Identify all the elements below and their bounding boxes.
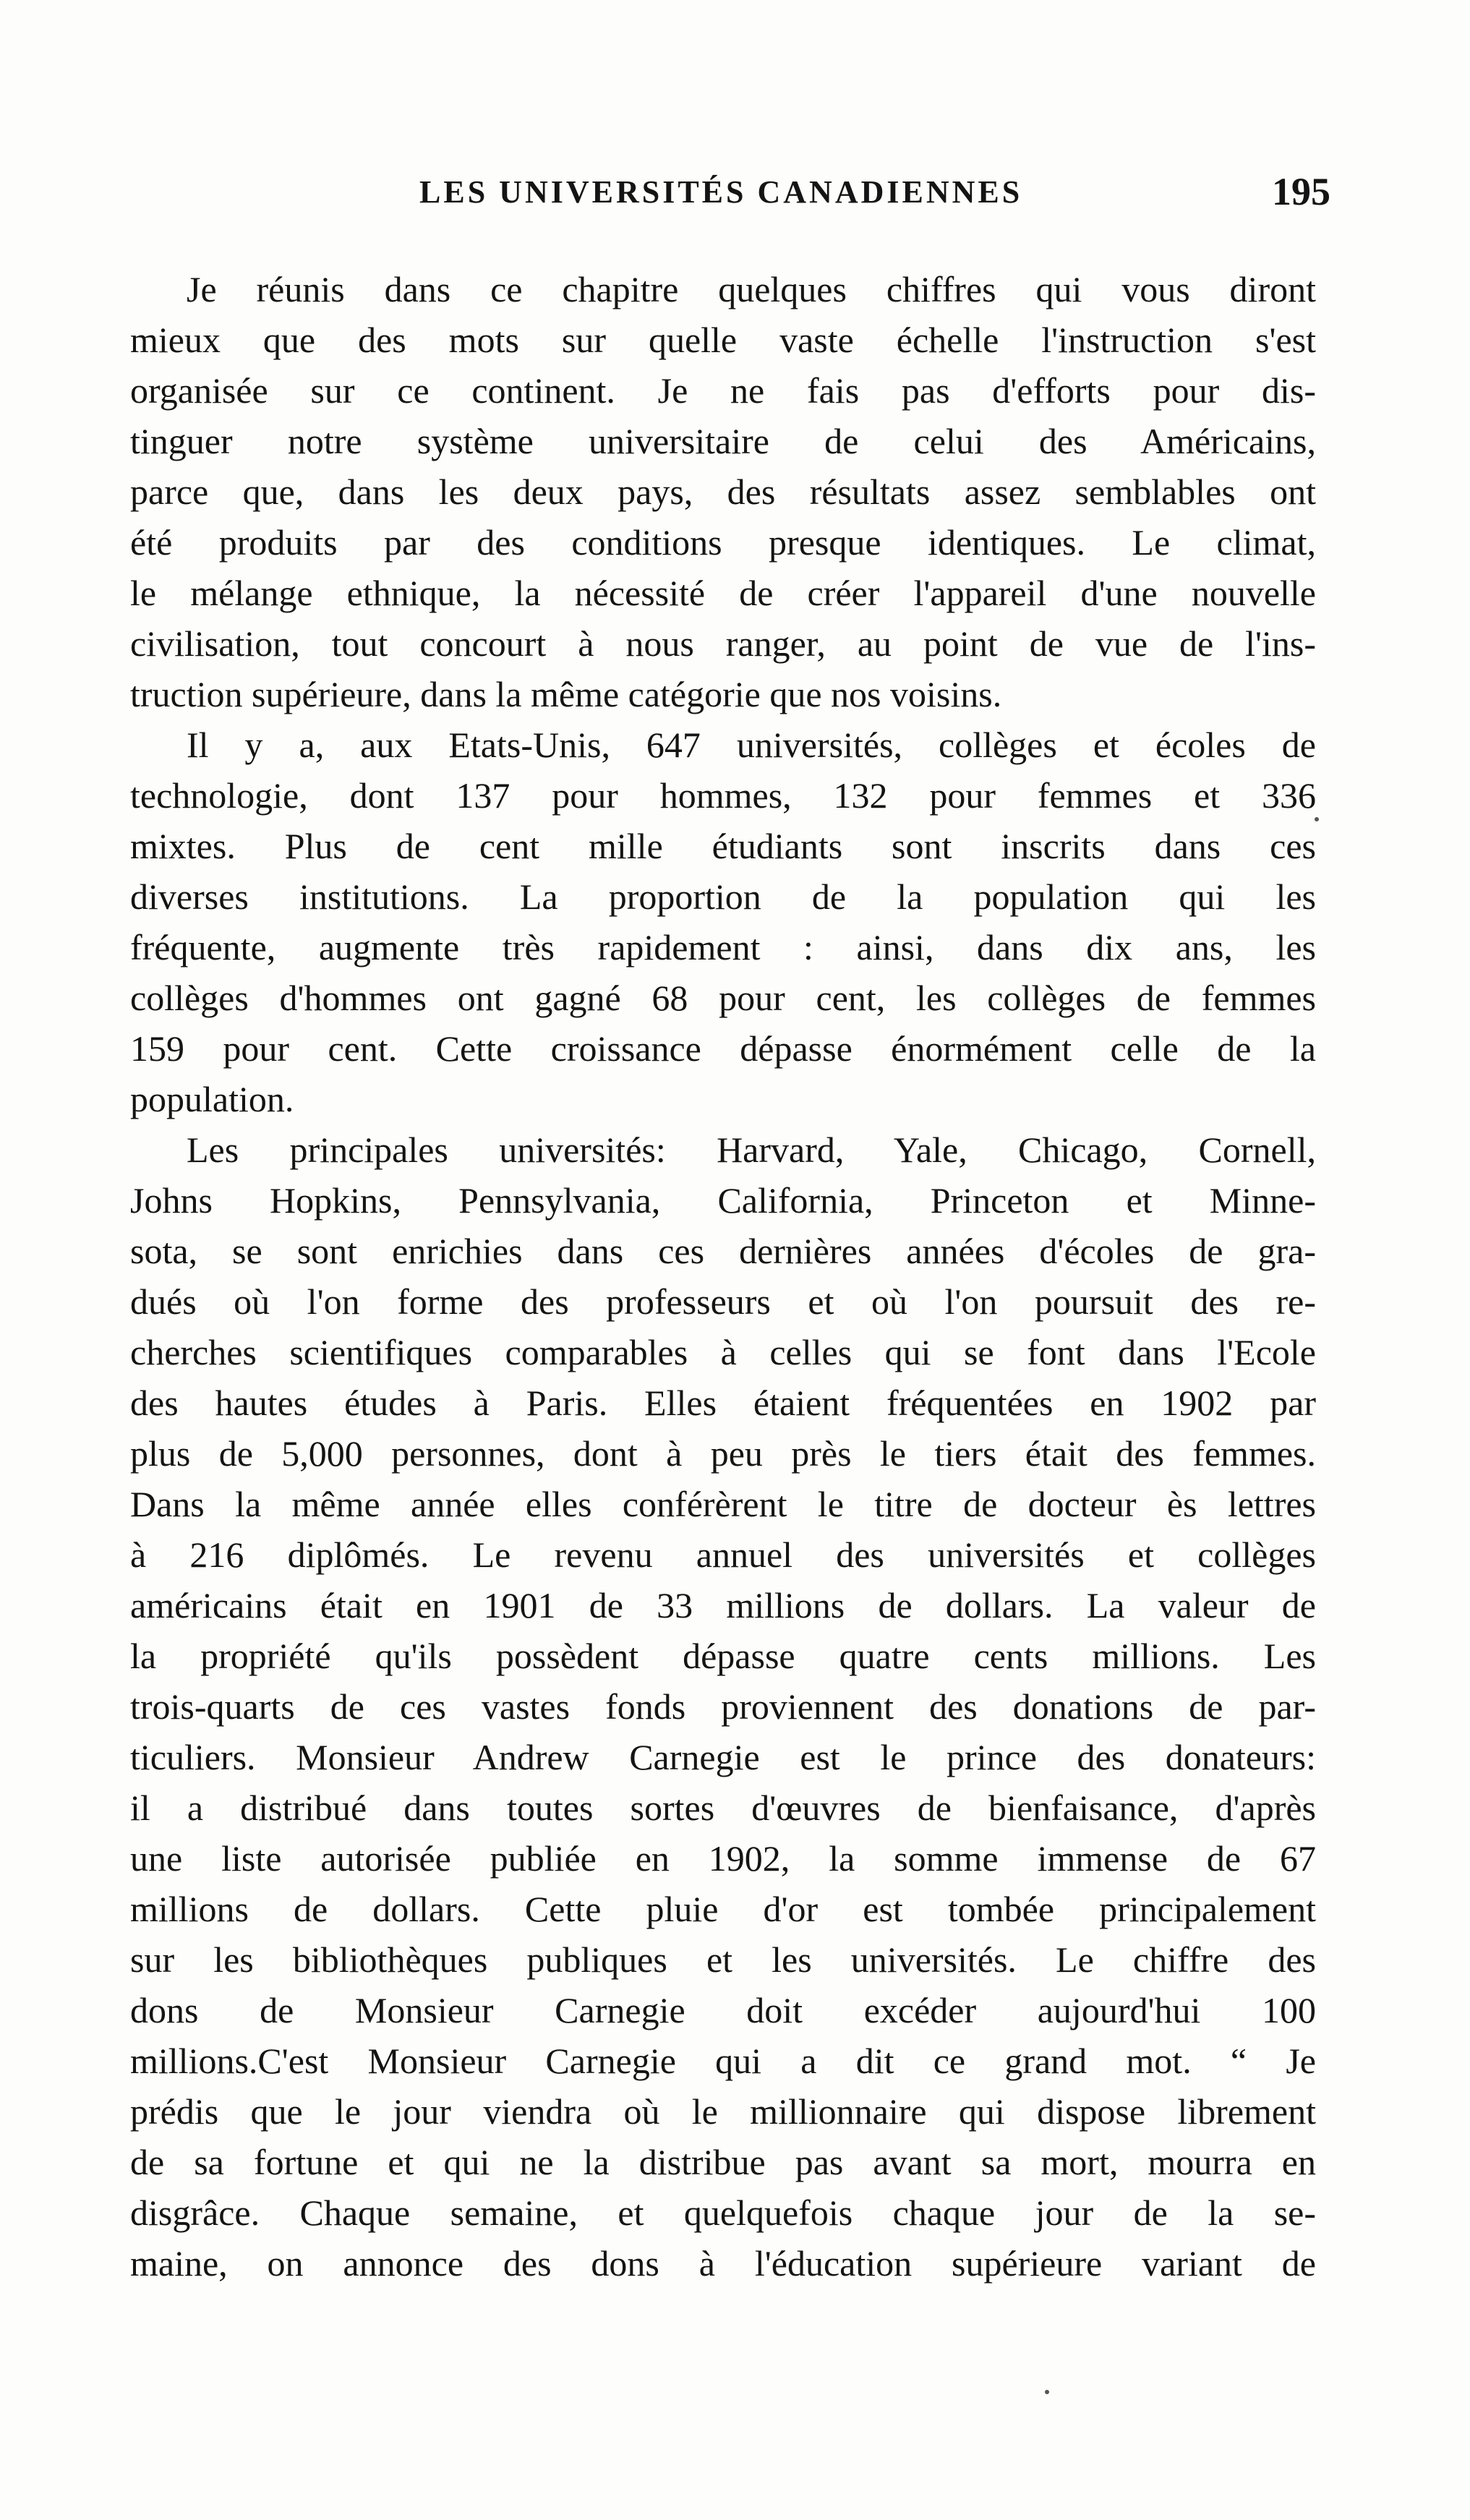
- running-head: [130, 170, 1330, 224]
- paragraph-3-line: dons de Monsieur Carnegie doit excéder aujourd'hui 100: [130, 1990, 1316, 2030]
- paragraph-3-line: prédis que le jour viendra où le millionnaire qui dispose librement: [130, 2091, 1316, 2132]
- paragraph-2-line: 159 pour cent. Cette croissance dépasse énormément celle de la: [130, 1028, 1316, 1069]
- paragraph-3-line: de sa fortune et qui ne la distribue pas avant sa mort, mourra en: [130, 2142, 1316, 2182]
- paragraph-3-line: il a distribué dans toutes sortes d'œuvres de bienfaisance, d'après: [130, 1788, 1316, 1828]
- paragraph-3-line: la propriété qu'ils possèdent dépasse quatre cents millions. Les: [130, 1636, 1316, 1676]
- paragraph-3-line: sur les bibliothèques publiques et les universités. Le chiffre des: [130, 1939, 1316, 1980]
- paragraph-1-line: civilisation, tout concourt à nous ranger, au point de vue de l'ins-: [130, 623, 1316, 664]
- paragraph-3-line: millions.C'est Monsieur Carnegie qui a dit ce grand mot. “ Je: [130, 2041, 1316, 2081]
- paragraph-3-line: dués où l'on forme des professeurs et où l'on poursuit des re-: [130, 1281, 1316, 1322]
- paragraph-3-line: ticuliers. Monsieur Andrew Carnegie est le prince des donateurs:: [130, 1737, 1316, 1777]
- paragraph-2-line: collèges d'hommes ont gagné 68 pour cent, les collèges de femmes: [130, 978, 1316, 1018]
- paragraph-3-line: maine, on annonce des dons à l'éducation supérieure variant de: [130, 2243, 1316, 2284]
- paragraph-3-line: cherches scientifiques comparables à celles qui se font dans l'Ecole: [130, 1332, 1316, 1372]
- paragraph-3-line: disgrâce. Chaque semaine, et quelquefois chaque jour de la se-: [130, 2192, 1316, 2233]
- paragraph-1-line: été produits par des conditions presque identiques. Le climat,: [130, 522, 1316, 563]
- paragraph-2-line: Il y a, aux Etats-Unis, 647 universités, collèges et écoles de: [187, 725, 1316, 765]
- scan-speck: [1315, 817, 1319, 821]
- paragraph-3-line: une liste autorisée publiée en 1902, la somme immense de 67: [130, 1838, 1316, 1879]
- paragraph-3-line: trois-quarts de ces vastes fonds proviennent des donations de par-: [130, 1686, 1316, 1727]
- paragraph-1-line: mieux que des mots sur quelle vaste échelle l'instruction s'est: [130, 320, 1316, 360]
- page-number: 195: [1272, 170, 1330, 213]
- paragraph-2-line: population.: [130, 1079, 294, 1119]
- paragraph-2-line: mixtes. Plus de cent mille étudiants sont inscrits dans ces: [130, 826, 1316, 866]
- paragraph-3-line: des hautes études à Paris. Elles étaient fréquentées en 1902 par: [130, 1383, 1316, 1423]
- paragraph-1-line: Je réunis dans ce chapitre quelques chiffres qui vous diront: [187, 269, 1316, 309]
- paragraph-2-line: fréquente, augmente très rapidement : ainsi, dans dix ans, les: [130, 927, 1316, 968]
- paragraph-3-line: plus de 5,000 personnes, dont à peu près le tiers était des femmes.: [130, 1433, 1316, 1474]
- paragraph-3-line: à 216 diplômés. Le revenu annuel des universités et collèges: [130, 1534, 1316, 1575]
- running-head-title: LES UNIVERSITÉS CANADIENNES: [419, 174, 1023, 210]
- paragraph-3-line: Les principales universités: Harvard, Yale, Chicago, Cornell,: [187, 1129, 1316, 1170]
- paragraph-1-line: truction supérieure, dans la même catégorie que nos voisins.: [130, 674, 1002, 714]
- body-text: [130, 264, 1316, 2289]
- paragraph-3-line: américains était en 1901 de 33 millions de dollars. La valeur de: [130, 1585, 1316, 1626]
- paragraph-2-line: technologie, dont 137 pour hommes, 132 pour femmes et 336: [130, 775, 1316, 816]
- paragraph-3-line: Dans la même année elles conférèrent le titre de docteur ès lettres: [130, 1484, 1316, 1524]
- paragraph-3-line: sota, se sont enrichies dans ces dernières années d'écoles de gra-: [130, 1231, 1316, 1271]
- paragraph-1-line: le mélange ethnique, la nécessité de créer l'appareil d'une nouvelle: [130, 573, 1316, 613]
- paragraph-3-line: Johns Hopkins, Pennsylvania, California, Princeton et Minne-: [130, 1180, 1316, 1221]
- paragraph-1-line: organisée sur ce continent. Je ne fais pas d'efforts pour dis-: [130, 370, 1316, 411]
- paragraph-1-line: tinguer notre système universitaire de celui des Américains,: [130, 421, 1316, 461]
- paragraph-3-line: millions de dollars. Cette pluie d'or est tombée principalement: [130, 1889, 1316, 1929]
- scan-speck: [1045, 2390, 1049, 2394]
- paragraph-2-line: diverses institutions. La proportion de la population qui les: [130, 876, 1316, 917]
- paragraph-1-line: parce que, dans les deux pays, des résultats assez semblables ont: [130, 471, 1316, 512]
